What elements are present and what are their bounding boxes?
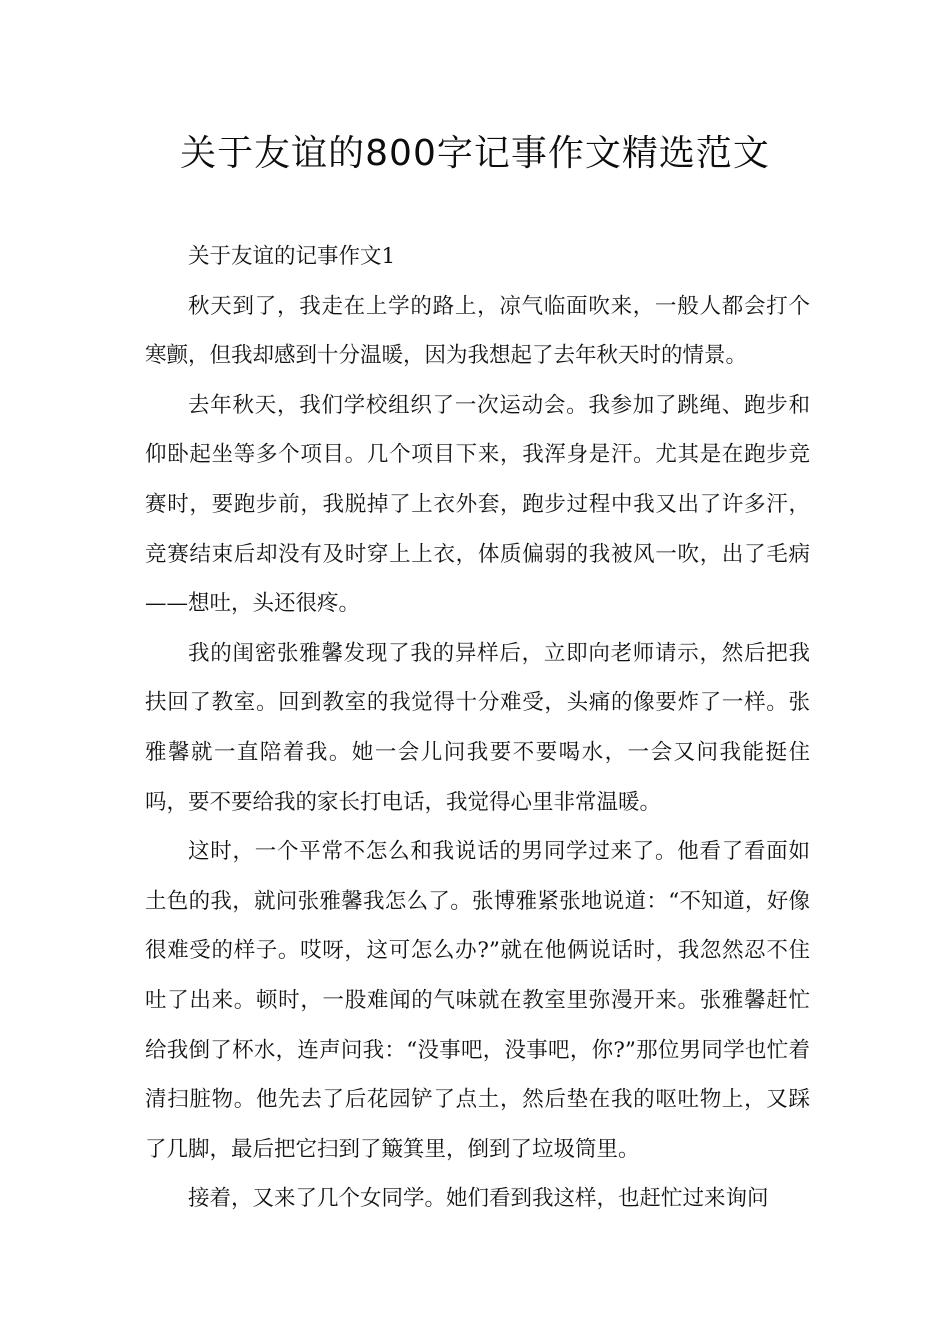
paragraph: 这时，一个平常不怎么和我说话的男同学过来了。他看了看面如土色的我，就问张雅馨我怎么了。张博雅紧张地说道：“不知道，好像很难受的样子。哎呀，这可怎么办?”就在他俩说话时，我忽然忍不住吐了出来。顿时，一股难闻的气味就在教室里弥漫开来。张雅馨赶忙给我倒了杯水，连声问我：“没事吧，没事吧，你?”那位男同学也忙着清扫脏物。他先去了后花园铲了点土，然后垫在我的呕吐物上，又踩了几脚，最后把它扫到了簸箕里，倒到了垃圾筒里。 <box>145 839 810 1162</box>
document-title: 关于友谊的800字记事作文精选范文 <box>180 133 770 174</box>
paragraph: 接着，又来了几个女同学。她们看到我这样，也赶忙过来询问 <box>188 1186 769 1212</box>
document-body <box>145 232 810 1224</box>
paragraph: 去年秋天，我们学校组织了一次运动会。我参加了跳绳、跑步和仰卧起坐等多个项目。几个项目下来，我浑身是汗。尤其是在跑步竞赛时，要跑步前，我脱掉了上衣外套，跑步过程中我又出了许多汗，竞赛结束后却没有及时穿上上衣，体质偏弱的我被风一吹，出了毛病——想吐，头还很疼。 <box>145 392 810 617</box>
paragraph: 我的闺密张雅馨发现了我的异样后，立即向老师请示，然后把我扶回了教室。回到教室的我觉得十分难受，头痛的像要炸了一样。张雅馨就一直陪着我。她一会儿问我要不要喝水，一会又问我能挺住吗，要不要给我的家长打电话，我觉得心里非常温暖。 <box>145 640 810 815</box>
section-heading: 关于友谊的记事作文1 <box>188 244 396 269</box>
paragraph: 秋天到了，我走在上学的路上，凉气临面吹来，一般人都会打个寒颤，但我却感到十分温暖，因为我想起了去年秋天时的情景。 <box>145 293 810 369</box>
